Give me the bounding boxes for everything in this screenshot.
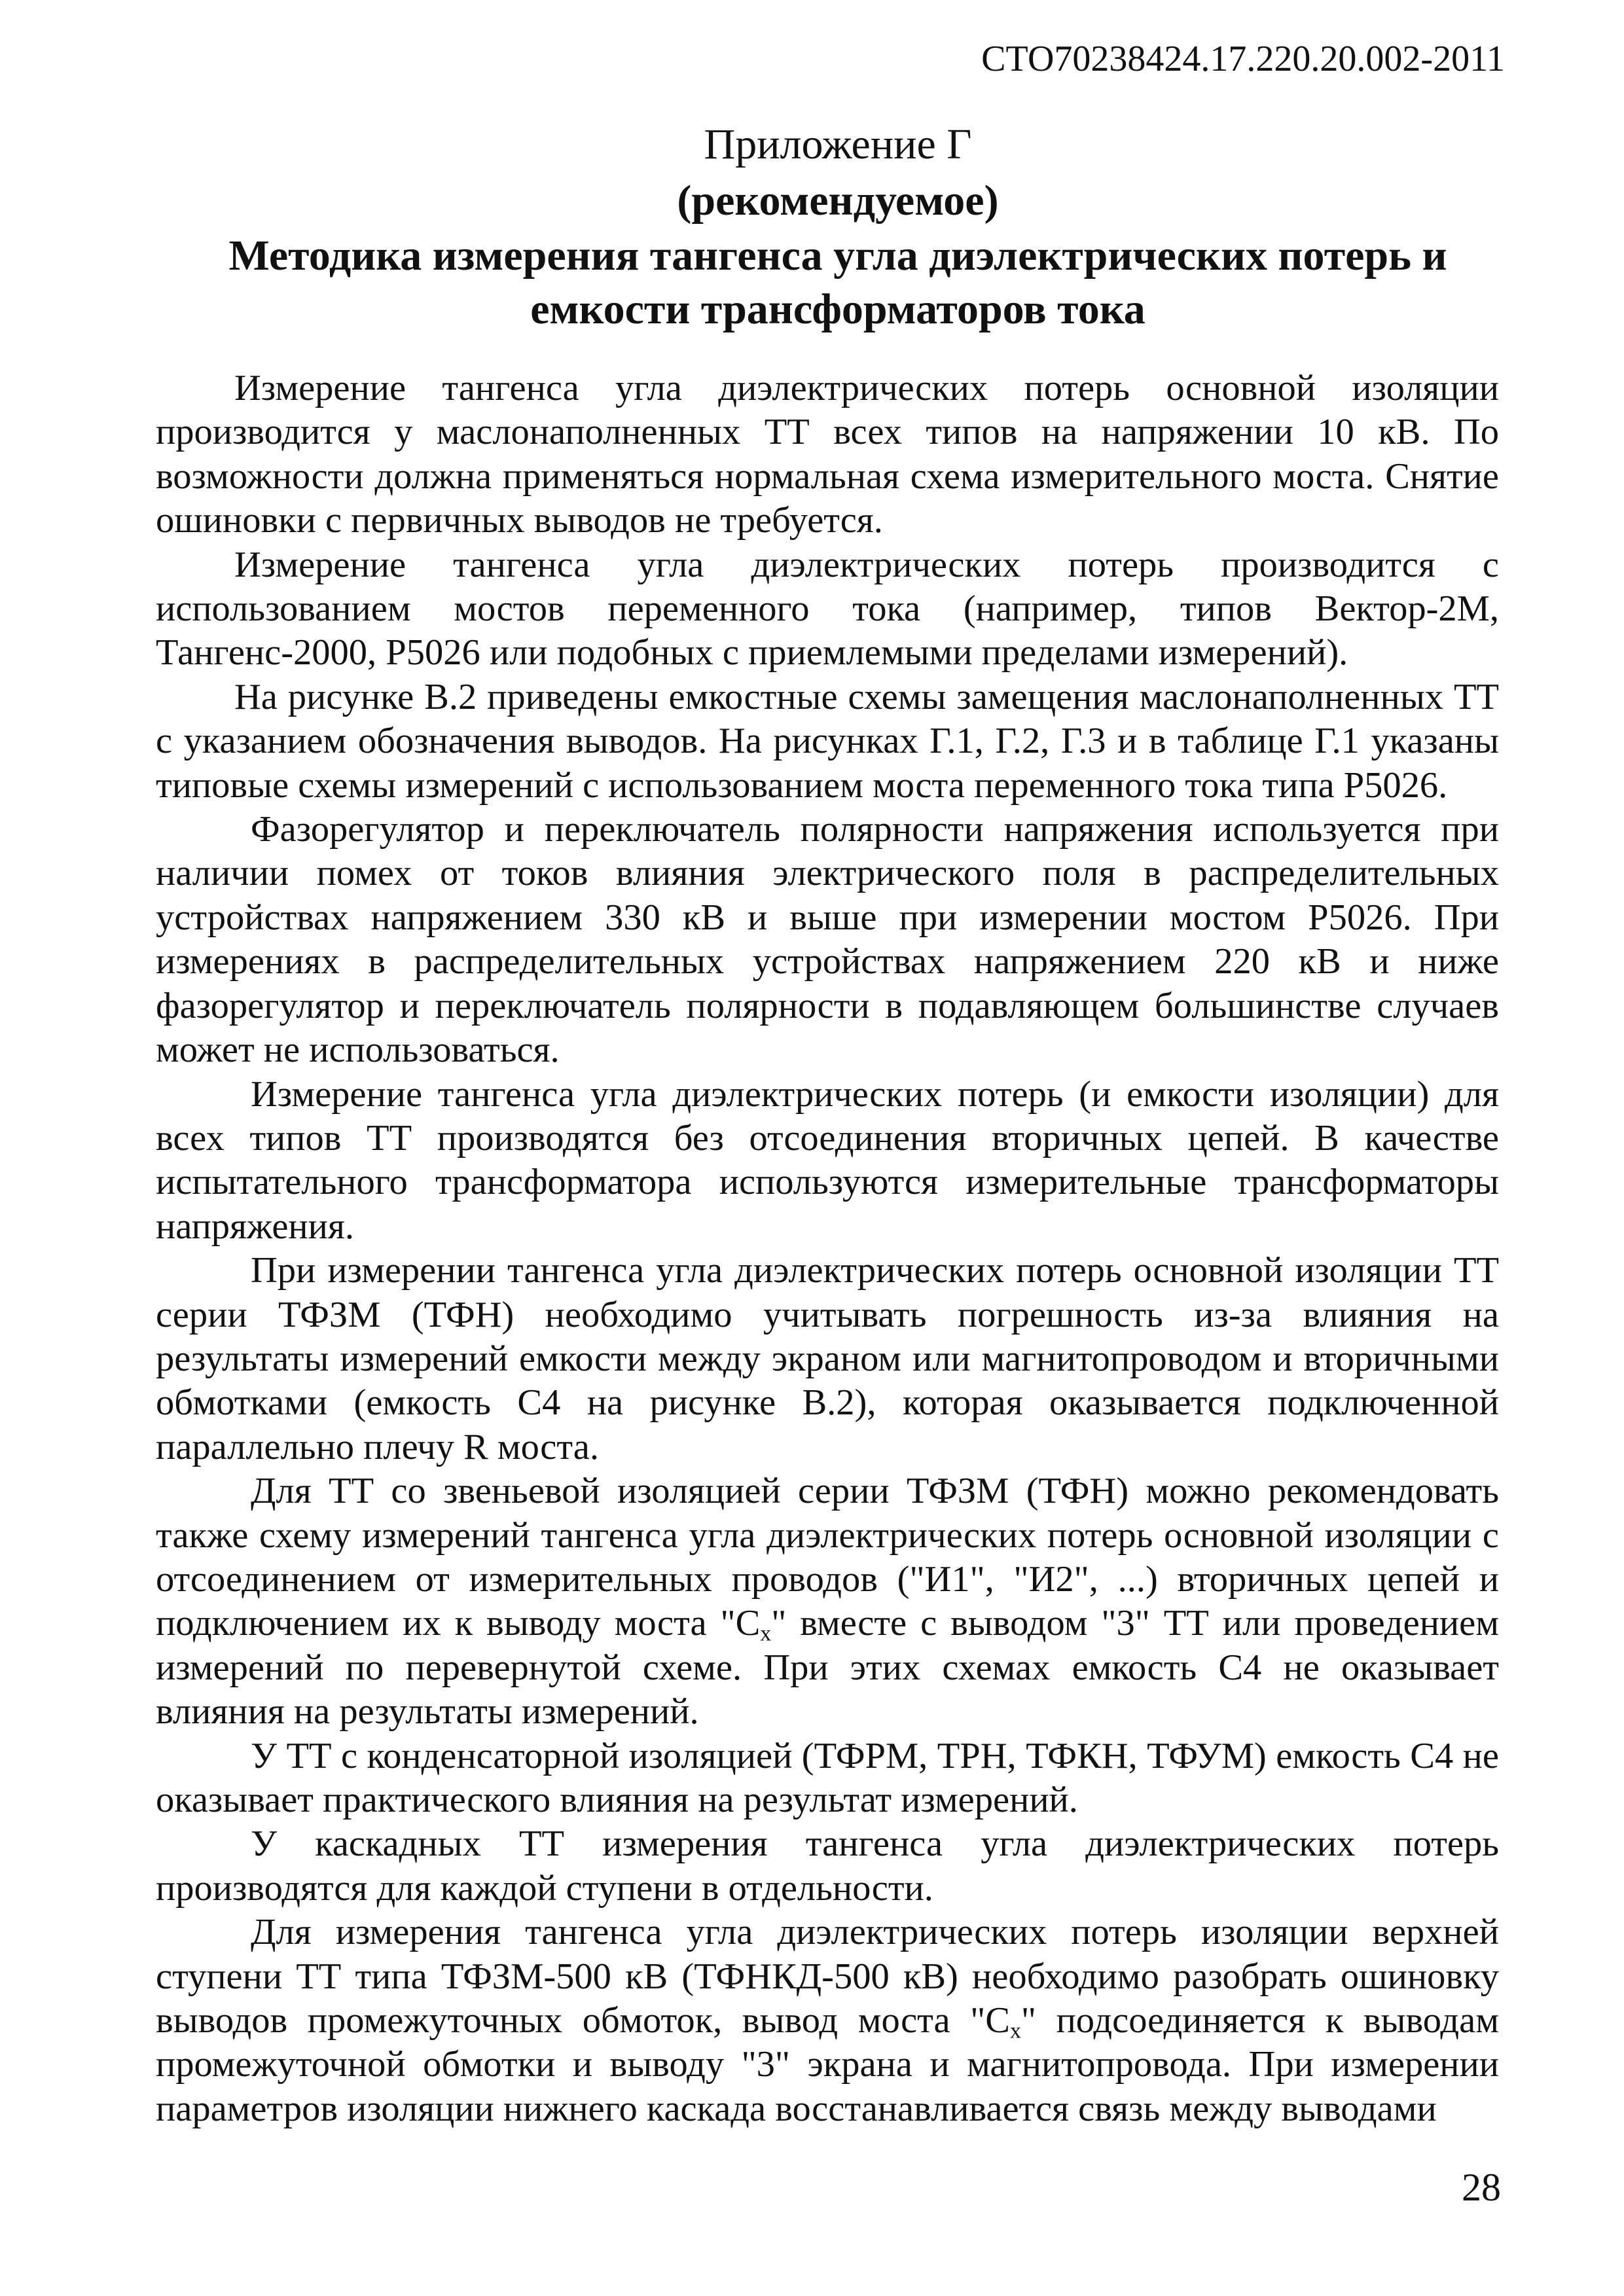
paragraph-6: При измерении тангенса угла диэлектрических потерь основной изоляции ТТ серии ТФЗМ (ТФН) необходимо учитывать погрешность из-за влияния на результаты измерений емкости между экраном или магнитопроводом и вторичными обмотками (емкость С4 на рисунке В.2), которая оказывается подключенной параллельно плечу R моста. — [156, 1250, 1499, 1467]
paragraph-7-part-1: Для ТТ со звеньевой изоляцией серии ТФЗМ (ТФН) можно рекомендовать также схему измерений тангенса угла диэлектрических потерь основной изоляции с отсоединением от измерительных проводов ("И1", "И2", ...) вторичных цепей и подключением их к выводу моста "С — [156, 1471, 1499, 1644]
subscript-x: х — [1009, 2018, 1021, 2043]
annex-header — [164, 117, 1512, 336]
paragraph-1: Измерение тангенса угла диэлектрических потерь основной изоляции производится у маслонаполненных ТТ всех типов на напряжении 10 кВ. По возможности должна применяться нормальная схема измерительного моста. Снятие ошиновки с первичных выводов не требуется. — [156, 368, 1499, 541]
paragraph-7-part-2: " вместе с выводом "3" ТТ или проведением измерений по перевернутой схеме. При этих схемах емкость С4 не оказывает влияния на результаты измерений. — [156, 1603, 1499, 1732]
paragraph-7 — [156, 1469, 1499, 1734]
paragraph-9: У каскадных ТТ измерения тангенса угла диэлектрических потерь производятся для каждой ступени в отдельности. — [156, 1823, 1499, 1909]
subscript-x: х — [760, 1621, 772, 1646]
annex-label: Приложение Г — [704, 120, 972, 168]
paragraph-10-part-1: Для измерения тангенса угла диэлектрических потерь изоляции верхней ступени ТТ типа ТФЗМ-500 кВ (ТФНКД-500 кВ) необходимо разобрать ошиновку выводов промежуточных обмоток, вывод моста "С — [156, 1912, 1499, 2041]
paragraph-5: Измерение тангенса угла диэлектрических потерь (и емкости изоляции) для всех типов ТТ производятся без отсоединения вторичных цепей. В качестве испытательного трансформатора используются измерительные трансформаторы напряжения. — [156, 1073, 1499, 1247]
page-number: 28 — [1462, 2166, 1501, 2209]
paragraph-3: На рисунке В.2 приведены емкостные схемы замещения маслонаполненных ТТ с указанием обозначения выводов. На рисунках Г.1, Г.2, Г.3 и в таблице Г.1 указаны типовые схемы измерений с использованием моста переменного тока типа Р5026. — [156, 676, 1499, 806]
annex-title: Методика измерения тангенса угла диэлектрических потерь и емкости трансформаторов тока — [228, 232, 1447, 333]
paragraph-8: У ТТ с конденсаторной изоляцией (ТФРМ, ТРН, ТФКН, ТФУМ) емкость С4 не оказывает практического влияния на результат измерений. — [156, 1735, 1499, 1820]
annex-status: (рекомендуемое) — [677, 177, 999, 224]
body-text — [156, 367, 1499, 2131]
document-code: СТО70238424.17.220.20.002-2011 — [981, 39, 1505, 79]
paragraph-4: Фазорегулятор и переключатель полярности напряжения используется при наличии помех от токов влияния электрического поля в распределительных устройствах напряжением 330 кВ и выше при измерении мостом Р5026. При измерениях в распределительных устройствах напряжением 220 кВ и ниже фазорегулятор и переключатель полярности в подавляющем большинстве случаев может не использоваться. — [156, 809, 1499, 1071]
paragraph-10-part-2: " подсоединяется к выводам промежуточной обмотки и выводу "3" экрана и магнитопровода. При измерении параметров изоляции нижнего каскада восстанавливается связь между выводами — [156, 2000, 1499, 2129]
paragraph-10 — [156, 1910, 1499, 2131]
paragraph-2: Измерение тангенса угла диэлектрических потерь производится с использованием мостов переменного тока (например, типов Вектор-2М, Тангенс-2000, Р5026 или подобных с приемлемыми пределами измерений). — [156, 544, 1499, 673]
